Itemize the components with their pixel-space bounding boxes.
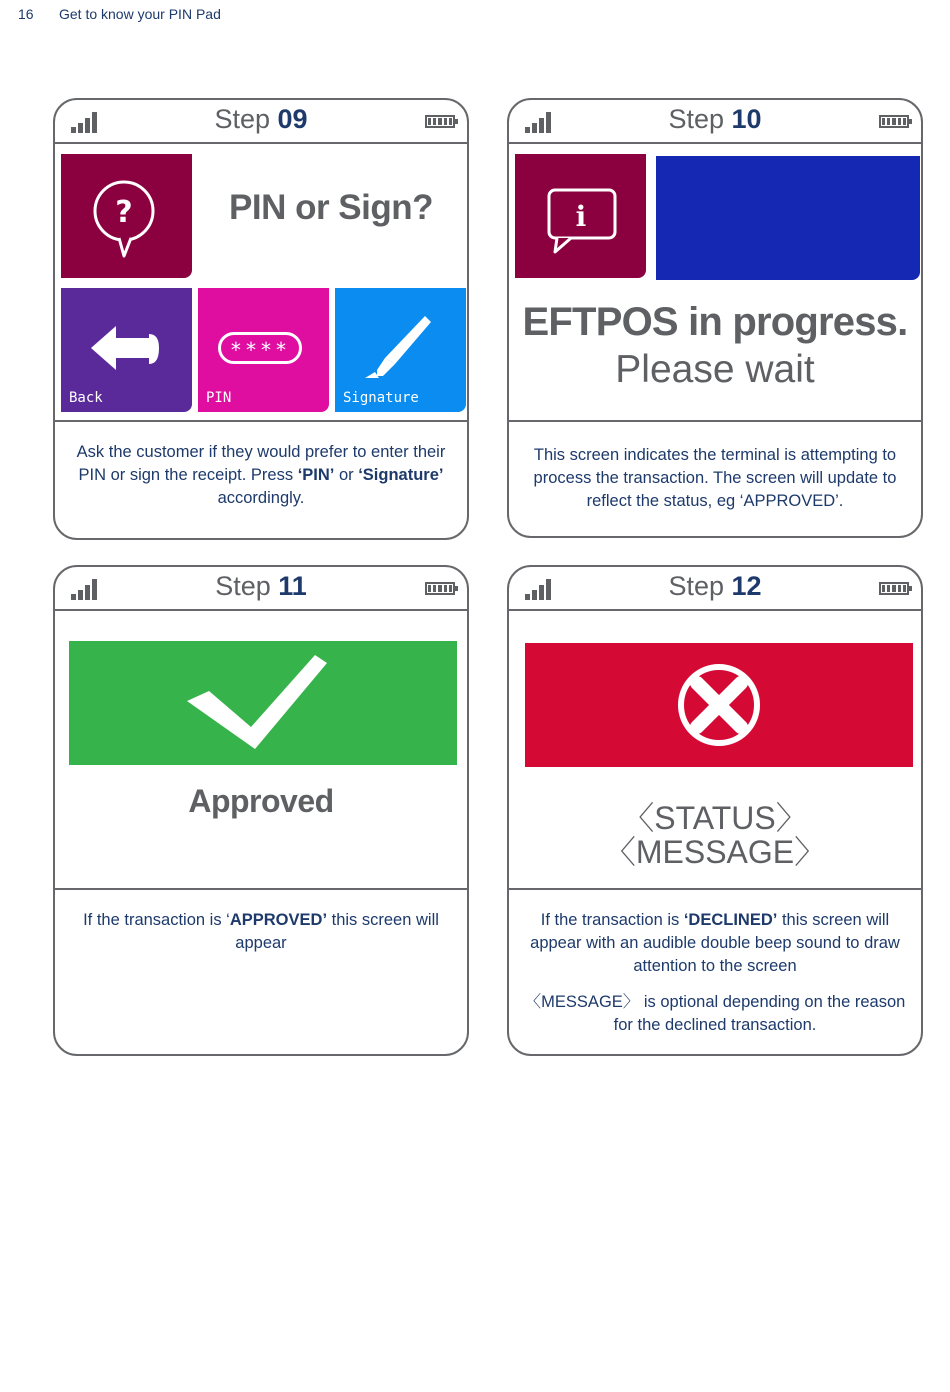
please-wait-text: Please wait xyxy=(615,348,815,391)
back-label: Back xyxy=(69,390,103,406)
declined-banner xyxy=(525,643,913,767)
pin-or-sign-prompt: PIN or Sign? xyxy=(229,188,433,227)
signature-button[interactable] xyxy=(335,288,466,412)
step-description: If the transaction is ‘APPROVED’ this screen will appear xyxy=(83,911,439,952)
step-12-card xyxy=(507,565,923,1056)
step-number: 12 xyxy=(731,571,762,601)
battery-icon xyxy=(879,582,909,595)
step-description: This screen indicates the terminal is attempting to process the transaction. The screen will update to reflect the status, eg ‘APPROVED’. xyxy=(533,446,897,510)
status-placeholder: 〈STATUS〉 xyxy=(622,800,808,836)
message-placeholder: 〈MESSAGE〉 xyxy=(603,834,827,870)
step-number: 09 xyxy=(277,104,308,134)
step-description: Ask the customer if they would prefer to enter their PIN or sign the receipt. Press ‘PIN’ or ‘Signature’ accordingly. xyxy=(76,443,446,507)
approved-banner xyxy=(69,641,457,765)
question-bubble-icon xyxy=(61,154,192,278)
pin-dots-icon: **** xyxy=(218,332,302,364)
info-tile xyxy=(515,154,646,278)
checkmark-icon xyxy=(69,641,457,765)
approved-text: Approved xyxy=(188,783,334,819)
info-bubble-icon xyxy=(515,154,646,278)
step-10-card xyxy=(507,98,923,538)
step-09-card xyxy=(53,98,469,540)
svg-text:i: i xyxy=(575,200,587,233)
page-title: Get to know your PIN Pad xyxy=(59,6,221,22)
battery-icon xyxy=(879,115,909,128)
card-header xyxy=(55,567,467,611)
terminal-screen xyxy=(509,611,921,890)
terminal-screen xyxy=(509,144,921,422)
step-title: Step 10 xyxy=(668,104,762,134)
battery-icon xyxy=(425,115,455,128)
battery-icon xyxy=(425,582,455,595)
step-description: If the transaction is ‘DECLINED’ this screen will appear with an audible double beep sound to draw attention to the screen xyxy=(530,911,900,975)
eftpos-in-progress-text: EFTPOS in progress. xyxy=(522,300,908,344)
step-number: 11 xyxy=(278,571,307,601)
terminal-screen xyxy=(55,611,467,890)
x-circle-icon xyxy=(525,643,913,767)
step-title: Step 11 xyxy=(215,571,307,601)
step-number: 10 xyxy=(731,104,762,134)
step-description-note: 〈MESSAGE〉 is optional depending on the reason for the declined transaction. xyxy=(524,993,906,1034)
svg-text:?: ? xyxy=(115,195,133,230)
step-title: Step 12 xyxy=(668,571,762,601)
status-banner xyxy=(656,156,920,280)
step-title: Step 09 xyxy=(214,104,308,134)
question-tile xyxy=(61,154,192,278)
pin-label: PIN xyxy=(206,390,232,406)
card-header xyxy=(55,100,467,144)
terminal-screen xyxy=(55,144,467,422)
step-11-card xyxy=(53,565,469,1056)
signature-label: Signature xyxy=(343,390,419,406)
card-header xyxy=(509,100,921,144)
back-button[interactable] xyxy=(61,288,192,412)
pin-button[interactable] xyxy=(198,288,329,412)
card-header xyxy=(509,567,921,611)
page-number: 16 xyxy=(18,6,34,22)
